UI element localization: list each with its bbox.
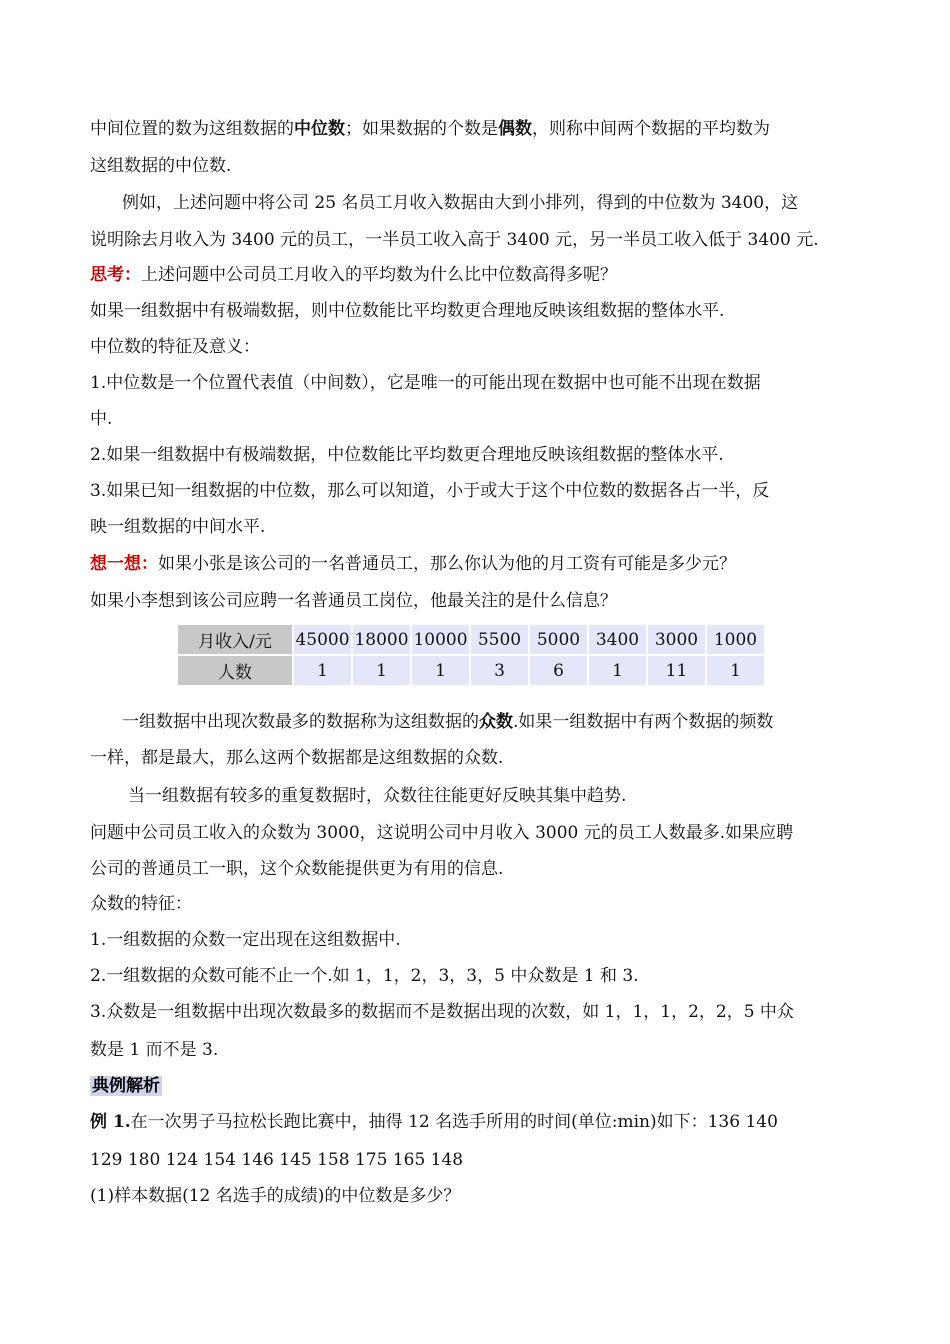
think-again-label: 想一想： [90, 554, 158, 574]
paragraph-line: 公司的普通员工一职，这个众数能提供更为有用的信息. [90, 859, 504, 879]
example-label: 例 1. [90, 1112, 131, 1132]
table-cell: 11 [648, 656, 705, 685]
think-label: 思考： [90, 265, 141, 285]
table-cell: 18000 [353, 625, 410, 654]
paragraph-line: 数是 1 而不是 3. [90, 1040, 219, 1060]
median-definition-line: 中间位置的数为这组数据的中位数；如果数据的个数是偶数，则称中间两个数据的平均数为 [90, 119, 770, 139]
income-table [176, 623, 766, 687]
paragraph-line: 说明除去月收入为 3400 元的员工，一半员工收入高于 3400 元，另一半员工收入低于 3400 元. [90, 230, 819, 250]
table-cell: 10000 [412, 625, 469, 654]
paragraph-line: 2.如果一组数据中有极端数据，中位数能比平均数更合理地反映该组数据的整体水平. [90, 445, 724, 465]
table-cell: 6 [530, 656, 587, 685]
section-title: 典例解析 [92, 1076, 160, 1096]
table-cell: 1 [294, 656, 351, 685]
table-cell: 1000 [707, 625, 764, 654]
table-cell: 3400 [589, 625, 646, 654]
section-heading [90, 1075, 162, 1097]
paragraph-line: 这组数据的中位数. [90, 156, 232, 176]
table-cell: 5000 [530, 625, 587, 654]
median-term: 中位数 [294, 119, 345, 139]
table-row [178, 656, 764, 685]
paragraph-line: 中. [90, 409, 113, 429]
paragraph-line: 1.一组数据的众数一定出现在这组数据中. [90, 930, 401, 950]
table-cell: 1 [353, 656, 410, 685]
paragraph-line: 映一组数据的中间水平. [90, 517, 266, 537]
paragraph-line: 如果小李想到该公司应聘一名普通员工岗位，他最关注的是什么信息？ [90, 591, 617, 611]
table-cell: 3 [471, 656, 528, 685]
example-data-line: 129 180 124 154 146 145 158 175 165 148 [90, 1150, 464, 1170]
example-1: 例 1.在一次男子马拉松长跑比赛中，抽得 12 名选手所用的时间(单位:min)如下：136 140 [90, 1112, 778, 1132]
think-question: 思考：上述问题中公司员工月收入的平均数为什么比中位数高得多呢？ [90, 265, 617, 285]
table-cell: 45000 [294, 625, 351, 654]
even-term: 偶数 [498, 119, 532, 139]
think-again-question: 想一想：如果小张是该公司的一名普通员工，那么你认为他的月工资有可能是多少元？ [90, 554, 736, 574]
paragraph-line: 问题中公司员工收入的众数为 3000，这说明公司中月收入 3000 元的员工人数最多.如果应聘 [90, 823, 794, 843]
table-header-cell: 月收入/元 [178, 625, 292, 654]
paragraph-line: 1.中位数是一个位置代表值（中间数），它是唯一的可能出现在数据中也可能不出现在数据 [90, 373, 761, 393]
table-cell: 5500 [471, 625, 528, 654]
table-cell: 3000 [648, 625, 705, 654]
table-cell: 1 [412, 656, 469, 685]
paragraph-line: 3.如果已知一组数据的中位数，那么可以知道，小于或大于这个中位数的数据各占一半，反 [90, 481, 770, 501]
table-header-cell: 人数 [178, 656, 292, 685]
mode-definition-line: 一组数据中出现次数最多的数据称为这组数据的众数.如果一组数据中有两个数据的频数 [122, 712, 774, 732]
paragraph-line: 众数的特征： [90, 894, 192, 914]
paragraph-line: 例如，上述问题中将公司 25 名员工月收入数据由大到小排列，得到的中位数为 3400，这 [122, 193, 799, 213]
paragraph-line: 一样，都是最大，那么这两个数据都是这组数据的众数. [90, 748, 504, 768]
paragraph-line: 如果一组数据中有极端数据，则中位数能比平均数更合理地反映该组数据的整体水平. [90, 301, 725, 321]
table-cell: 1 [707, 656, 764, 685]
paragraph-line: 中位数的特征及意义： [90, 337, 260, 357]
mode-term: 众数 [479, 712, 513, 732]
table-cell: 1 [589, 656, 646, 685]
table-row [178, 625, 764, 654]
paragraph-line: 2.一组数据的众数可能不止一个.如 1，1，2，3，3，5 中众数是 1 和 3. [90, 966, 639, 986]
paragraph-line: 当一组数据有较多的重复数据时，众数往往能更好反映其集中趋势. [128, 786, 627, 806]
example-question: (1)样本数据(12 名选手的成绩)的中位数是多少？ [90, 1186, 461, 1206]
paragraph-line: 3.众数是一组数据中出现次数最多的数据而不是数据出现的次数，如 1，1，1，2，2，5 中众 [90, 1002, 794, 1022]
